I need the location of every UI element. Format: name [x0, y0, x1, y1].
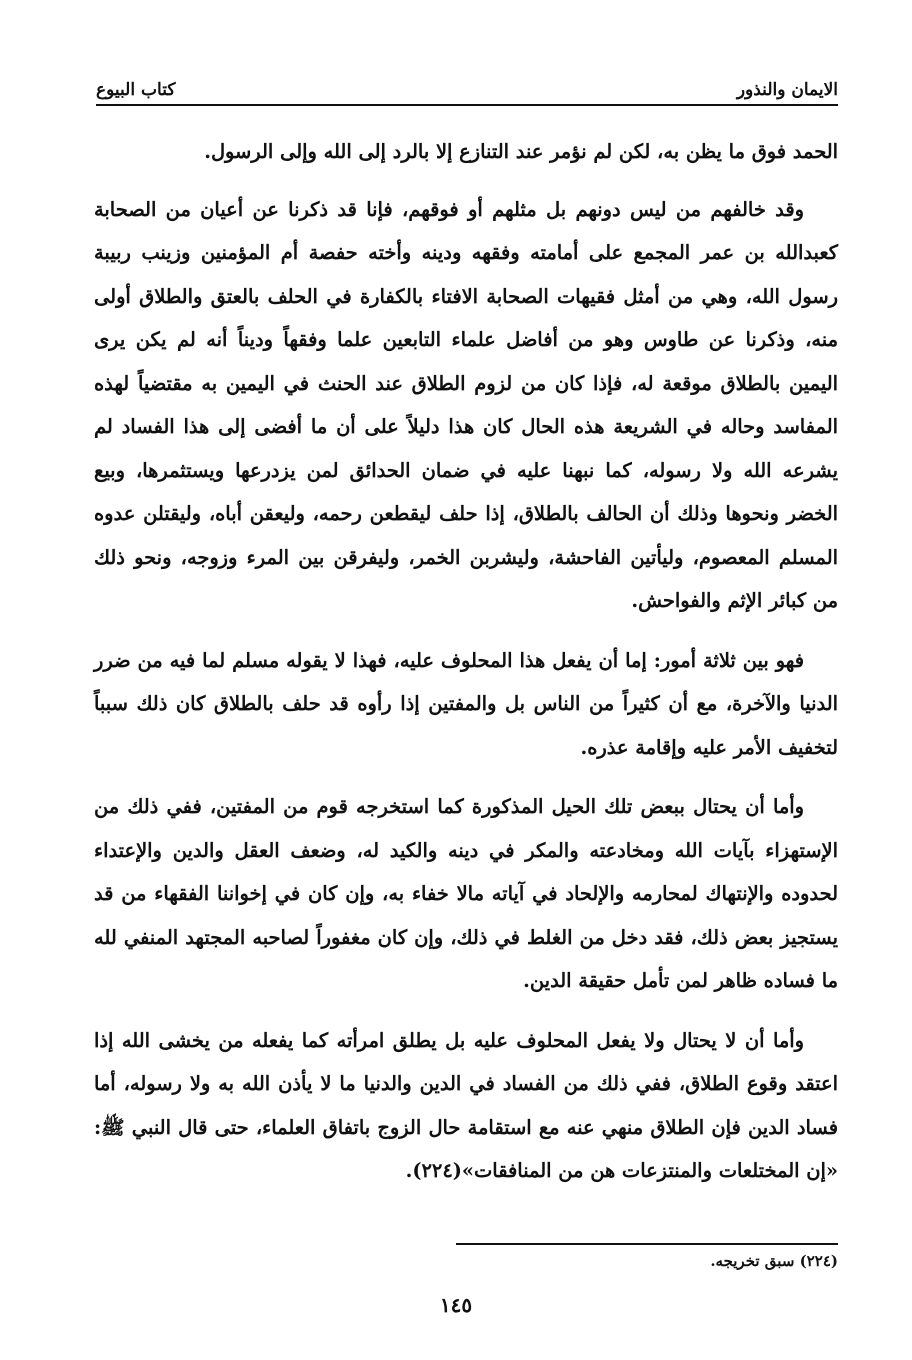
paragraph-5: وأما أن لا يحتال ولا يفعل المحلوف عليه بل يطلق امرأته كما يفعله من يخشى الله إذا اعتقد وقوع الطلاق، ففي ذلك من الفساد في الدين والدنيا ما لا يأذن الله به ولا رسوله، أما فساد الدين فإن الطلاق منهي عنه مع استقامة حال الزوج باتفاق العلماء، حتى قال النبي ﷺ: «إن المختلعات والمنتزعات هن من المنافقات»(٢٢٤).	[94, 1028, 838, 1182]
paragraph-3: فهو بين ثلاثة أمور: إما أن يفعل هذا المحلوف عليه، فهذا لا يقوله مسلم لما فيه من ضرر الدنيا والآخرة، مع أن كثيراً من الناس بل والمفتين إذا رأوه قد حلف بالطلاق كان ذلك سبباً لتخفيف الأمر عليه وإقامة عذره.	[94, 648, 838, 759]
header-book-title: كتاب البيوع	[96, 80, 176, 100]
footnote-divider	[456, 1243, 838, 1245]
footnote: (٢٢٤) سبق تخريجه.	[710, 1252, 838, 1270]
header-divider	[96, 104, 838, 106]
paragraph-2: وقد خالفهم من ليس دونهم بل مثلهم أو فوقهم، فإنا قد ذكرنا عن أعيان من الصحابة كعبدالله بن عمر المجمع على أمامته وفقهه ودينه وأخته حفصة أم المؤمنين وزينب ربيبة رسول الله، وهي من أمثل فقيهات الصحابة الافتاء بالكفارة في الحلف بالعتق والطلاق أولى منه، وذكرنا عن طاوس وهو من أفاضل علماء التابعين علما وفقهاً وديناً أنه لم يكن يرى اليمين بالطلاق موقعة له، فإذا كان من لزوم الطلاق عند الحنث في اليمين به مقتضياً لهذه المفاسد وحاله في الشريعة هذه الحال كان هذا دليلاً على أن ما أفضى إلى هذا الفساد لم يشرعه الله ولا رسوله، كما نبهنا عليه في ضمان الحدائق لمن يزدرعها ويستثمرها، وبيع الخضر ونحوها وذلك أن الحالف بالطلاق، إذا حلف ليقطعن رحمه، وليعقن أباه، وليقتلن عدوه المسلم المعصوم، وليأتين الفاحشة، وليشربن الخمر، وليفرقن بين المرء وزوجه، ونحو ذلك من كبائر الإثم والفواحش.	[94, 197, 838, 612]
body-text	[94, 130, 838, 1209]
paragraph-1: الحمد فوق ما يظن به، لكن لم نؤمر عند التنازع إلا بالرد إلى الله وإلى الرسول.	[204, 140, 838, 163]
paragraph-4: وأما أن يحتال ببعض تلك الحيل المذكورة كما استخرجه قوم من المفتين، ففي ذلك من الإستهزاء بآيات الله ومخادعته والمكر في دينه والكيد له، وضعف العقل والدين والإعتداء لحدوده والإنتهاك لمحارمه والإلحاد في آياته مالا خفاء به، وإن كان في إخواننا الفقهاء من قد يستجيز بعض ذلك، فقد دخل من الغلط في ذلك، وإن كان مغفوراً لصاحبه المجتهد المنفي لله ما فساده ظاهر لمن تأمل حقيقة الدين.	[94, 795, 838, 992]
header-chapter-title: الايمان والنذور	[736, 80, 838, 100]
page-number: ١٤٥	[439, 1293, 473, 1317]
page-header	[96, 70, 838, 100]
